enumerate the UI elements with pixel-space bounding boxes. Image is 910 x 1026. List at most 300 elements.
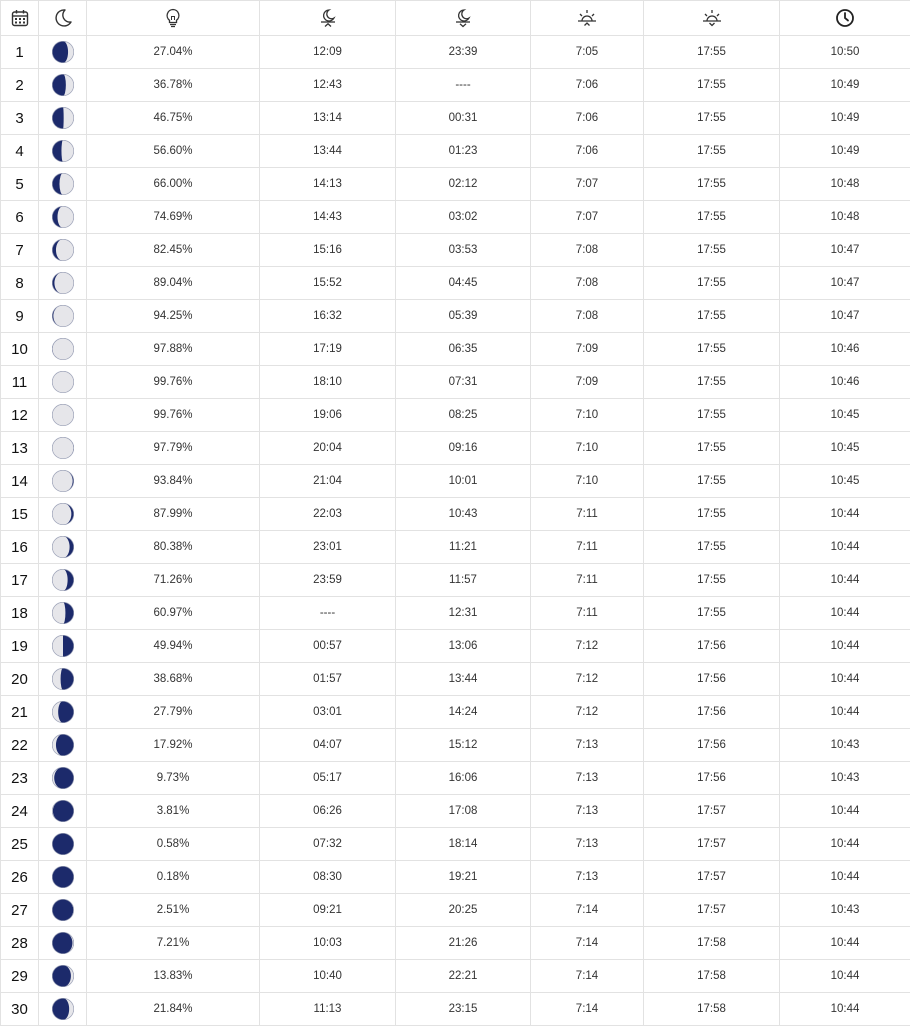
moonrise-cell: 14:43 — [260, 201, 396, 234]
table-row — [1, 861, 910, 894]
sunrise-cell: 7:06 — [531, 69, 644, 102]
moonrise-cell: 23:01 — [260, 531, 396, 564]
moonrise-cell: 00:57 — [260, 630, 396, 663]
moon-phase-cell — [39, 135, 87, 168]
illumination-cell: 21.84% — [87, 993, 260, 1026]
table-row — [1, 630, 910, 663]
moonset-cell: 11:21 — [396, 531, 531, 564]
illumination-cell: 27.04% — [87, 36, 260, 69]
sunrise-cell: 7:14 — [531, 960, 644, 993]
sunset-cell: 17:55 — [644, 597, 780, 630]
header-row — [1, 1, 910, 36]
moonrise-cell: 10:03 — [260, 927, 396, 960]
sunset-cell: 17:55 — [644, 498, 780, 531]
sunset-cell: 17:55 — [644, 399, 780, 432]
moonset-cell: 02:12 — [396, 168, 531, 201]
day-number: 26 — [1, 861, 39, 894]
illumination-cell: 56.60% — [87, 135, 260, 168]
moon-phase-cell — [39, 531, 87, 564]
illumination-cell: 93.84% — [87, 465, 260, 498]
day-length-cell: 10:44 — [780, 795, 910, 828]
moonset-icon — [396, 8, 530, 28]
moon-phase-icon — [51, 700, 75, 724]
moonrise-cell: 11:13 — [260, 993, 396, 1026]
day-length-cell: 10:44 — [780, 531, 910, 564]
moon-phase-cell — [39, 366, 87, 399]
table-row — [1, 498, 910, 531]
moonrise-cell: 15:16 — [260, 234, 396, 267]
sunrise-cell: 7:13 — [531, 828, 644, 861]
moonrise-cell: 21:04 — [260, 465, 396, 498]
moonset-cell: 04:45 — [396, 267, 531, 300]
illumination-cell: 82.45% — [87, 234, 260, 267]
moonrise-cell: 04:07 — [260, 729, 396, 762]
day-number: 22 — [1, 729, 39, 762]
moonrise-cell: 15:52 — [260, 267, 396, 300]
moon-phase-cell — [39, 696, 87, 729]
moonset-cell: 21:26 — [396, 927, 531, 960]
moonset-cell: 10:43 — [396, 498, 531, 531]
sunrise-cell: 7:14 — [531, 927, 644, 960]
lightbulb-icon — [87, 8, 259, 28]
day-number: 10 — [1, 333, 39, 366]
day-length-cell: 10:44 — [780, 564, 910, 597]
day-number: 9 — [1, 300, 39, 333]
day-number: 30 — [1, 993, 39, 1026]
sunset-icon — [644, 9, 779, 27]
moon-phase-icon — [51, 667, 75, 691]
table-row — [1, 432, 910, 465]
sunrise-cell: 7:08 — [531, 300, 644, 333]
sunset-cell: 17:55 — [644, 36, 780, 69]
day-number: 21 — [1, 696, 39, 729]
day-number: 7 — [1, 234, 39, 267]
sunrise-cell: 7:14 — [531, 894, 644, 927]
moonrise-cell: 03:01 — [260, 696, 396, 729]
sunrise-cell: 7:10 — [531, 432, 644, 465]
moonset-cell: 19:21 — [396, 861, 531, 894]
day-length-cell: 10:45 — [780, 465, 910, 498]
sunset-cell: 17:57 — [644, 894, 780, 927]
table-row — [1, 927, 910, 960]
moon-phase-icon — [51, 40, 75, 64]
moonrise-cell: 12:09 — [260, 36, 396, 69]
table-row — [1, 729, 910, 762]
moon-phase-icon — [51, 205, 75, 229]
table-row — [1, 168, 910, 201]
sunrise-cell: 7:13 — [531, 861, 644, 894]
moon-phase-cell — [39, 630, 87, 663]
moonrise-cell: 08:30 — [260, 861, 396, 894]
day-number: 29 — [1, 960, 39, 993]
moonrise-cell: 01:57 — [260, 663, 396, 696]
moon-phase-icon — [39, 8, 86, 28]
table-row — [1, 36, 910, 69]
day-number: 8 — [1, 267, 39, 300]
day-length-cell: 10:47 — [780, 234, 910, 267]
col-illumination — [87, 1, 260, 36]
day-length-cell: 10:44 — [780, 861, 910, 894]
moon-phase-cell — [39, 432, 87, 465]
day-length-cell: 10:43 — [780, 762, 910, 795]
moonset-cell: 16:06 — [396, 762, 531, 795]
clock-icon — [780, 8, 910, 28]
illumination-cell: 0.18% — [87, 861, 260, 894]
sunset-cell: 17:56 — [644, 696, 780, 729]
illumination-cell: 17.92% — [87, 729, 260, 762]
sunset-cell: 17:55 — [644, 465, 780, 498]
day-number: 2 — [1, 69, 39, 102]
calendar-icon — [1, 9, 38, 27]
table-row — [1, 333, 910, 366]
moon-phase-icon — [51, 568, 75, 592]
table-row — [1, 102, 910, 135]
table-row — [1, 960, 910, 993]
illumination-cell: 46.75% — [87, 102, 260, 135]
sunrise-cell: 7:07 — [531, 201, 644, 234]
illumination-cell: 0.58% — [87, 828, 260, 861]
moon-phase-cell — [39, 465, 87, 498]
moon-phase-icon — [51, 799, 75, 823]
day-number: 23 — [1, 762, 39, 795]
moon-phase-icon — [51, 172, 75, 196]
sunset-cell: 17:55 — [644, 102, 780, 135]
moon-phase-icon — [51, 964, 75, 988]
moon-phase-cell — [39, 201, 87, 234]
day-length-cell: 10:48 — [780, 201, 910, 234]
moonrise-cell: 07:32 — [260, 828, 396, 861]
moonset-cell: 17:08 — [396, 795, 531, 828]
table-row — [1, 201, 910, 234]
col-phase — [39, 1, 87, 36]
day-length-cell: 10:47 — [780, 267, 910, 300]
moonrise-cell: 23:59 — [260, 564, 396, 597]
moon-phase-icon — [51, 601, 75, 625]
sunset-cell: 17:58 — [644, 960, 780, 993]
moonrise-icon — [260, 8, 395, 28]
moon-phase-icon — [51, 139, 75, 163]
table-row — [1, 366, 910, 399]
sunset-cell: 17:55 — [644, 267, 780, 300]
day-length-cell: 10:45 — [780, 399, 910, 432]
day-length-cell: 10:49 — [780, 135, 910, 168]
table-row — [1, 564, 910, 597]
sunrise-cell: 7:06 — [531, 102, 644, 135]
day-length-cell: 10:44 — [780, 696, 910, 729]
moonrise-cell: 10:40 — [260, 960, 396, 993]
illumination-cell: 7.21% — [87, 927, 260, 960]
moon-phase-cell — [39, 36, 87, 69]
moonset-cell: 10:01 — [396, 465, 531, 498]
moonrise-cell: 19:06 — [260, 399, 396, 432]
illumination-cell: 71.26% — [87, 564, 260, 597]
sunset-cell: 17:55 — [644, 300, 780, 333]
sunset-cell: 17:56 — [644, 630, 780, 663]
col-moonrise — [260, 1, 396, 36]
illumination-cell: 80.38% — [87, 531, 260, 564]
table-row — [1, 531, 910, 564]
sunset-cell: 17:57 — [644, 828, 780, 861]
moonset-cell: 22:21 — [396, 960, 531, 993]
day-length-cell: 10:43 — [780, 894, 910, 927]
moonset-cell: 11:57 — [396, 564, 531, 597]
sunset-cell: 17:55 — [644, 333, 780, 366]
moon-phase-icon — [51, 469, 75, 493]
day-length-cell: 10:44 — [780, 828, 910, 861]
day-length-cell: 10:50 — [780, 36, 910, 69]
moon-phase-icon — [51, 733, 75, 757]
moonset-cell: 03:02 — [396, 201, 531, 234]
sunrise-cell: 7:11 — [531, 597, 644, 630]
moonset-cell: 08:25 — [396, 399, 531, 432]
sunrise-cell: 7:12 — [531, 663, 644, 696]
sunrise-cell: 7:13 — [531, 795, 644, 828]
moonset-cell: ---- — [396, 69, 531, 102]
sunrise-cell: 7:12 — [531, 630, 644, 663]
col-sunset — [644, 1, 780, 36]
day-length-cell: 10:44 — [780, 927, 910, 960]
table-row — [1, 465, 910, 498]
day-number: 17 — [1, 564, 39, 597]
moonset-cell: 09:16 — [396, 432, 531, 465]
moon-phase-icon — [51, 997, 75, 1021]
illumination-cell: 2.51% — [87, 894, 260, 927]
moon-phase-cell — [39, 960, 87, 993]
sunrise-cell: 7:10 — [531, 399, 644, 432]
day-number: 18 — [1, 597, 39, 630]
moon-phase-icon — [51, 832, 75, 856]
illumination-cell: 3.81% — [87, 795, 260, 828]
illumination-cell: 27.79% — [87, 696, 260, 729]
moonset-cell: 18:14 — [396, 828, 531, 861]
day-length-cell: 10:44 — [780, 663, 910, 696]
col-moonset — [396, 1, 531, 36]
table-row — [1, 234, 910, 267]
day-length-cell: 10:46 — [780, 366, 910, 399]
table-row — [1, 762, 910, 795]
day-number: 11 — [1, 366, 39, 399]
day-number: 3 — [1, 102, 39, 135]
moon-phase-icon — [51, 535, 75, 559]
sunset-cell: 17:55 — [644, 135, 780, 168]
sunset-cell: 17:56 — [644, 762, 780, 795]
moonset-cell: 01:23 — [396, 135, 531, 168]
table-row — [1, 795, 910, 828]
sunrise-cell: 7:07 — [531, 168, 644, 201]
sunset-cell: 17:58 — [644, 927, 780, 960]
sunrise-cell: 7:11 — [531, 531, 644, 564]
moon-phase-cell — [39, 663, 87, 696]
col-day-length — [780, 1, 910, 36]
moonset-cell: 23:15 — [396, 993, 531, 1026]
day-number: 5 — [1, 168, 39, 201]
moonrise-cell: 20:04 — [260, 432, 396, 465]
day-length-cell: 10:44 — [780, 630, 910, 663]
sunrise-cell: 7:14 — [531, 993, 644, 1026]
moon-phase-cell — [39, 168, 87, 201]
moon-phase-cell — [39, 927, 87, 960]
sunset-cell: 17:55 — [644, 201, 780, 234]
table-row — [1, 828, 910, 861]
sunset-cell: 17:58 — [644, 993, 780, 1026]
day-length-cell: 10:44 — [780, 597, 910, 630]
moon-phase-cell — [39, 69, 87, 102]
moon-phase-icon — [51, 931, 75, 955]
day-length-cell: 10:44 — [780, 993, 910, 1026]
sunrise-cell: 7:12 — [531, 696, 644, 729]
moon-phase-cell — [39, 762, 87, 795]
moon-phase-cell — [39, 399, 87, 432]
moon-phase-icon — [51, 502, 75, 526]
day-number: 14 — [1, 465, 39, 498]
moon-phase-cell — [39, 564, 87, 597]
sunset-cell: 17:56 — [644, 663, 780, 696]
table-row — [1, 399, 910, 432]
moon-phase-icon — [51, 106, 75, 130]
moonset-cell: 13:06 — [396, 630, 531, 663]
day-number: 27 — [1, 894, 39, 927]
moon-phase-cell — [39, 300, 87, 333]
moonrise-cell: 13:44 — [260, 135, 396, 168]
day-length-cell: 10:44 — [780, 498, 910, 531]
sunrise-cell: 7:11 — [531, 498, 644, 531]
day-length-cell: 10:45 — [780, 432, 910, 465]
illumination-cell: 9.73% — [87, 762, 260, 795]
day-number: 16 — [1, 531, 39, 564]
sunrise-cell: 7:11 — [531, 564, 644, 597]
day-length-cell: 10:49 — [780, 69, 910, 102]
illumination-cell: 94.25% — [87, 300, 260, 333]
table-row — [1, 267, 910, 300]
sunrise-cell: 7:06 — [531, 135, 644, 168]
col-sunrise — [531, 1, 644, 36]
moon-phase-cell — [39, 795, 87, 828]
moonrise-cell: 22:03 — [260, 498, 396, 531]
moonrise-cell: 13:14 — [260, 102, 396, 135]
illumination-cell: 13.83% — [87, 960, 260, 993]
day-number: 15 — [1, 498, 39, 531]
moon-phase-cell — [39, 894, 87, 927]
illumination-cell: 74.69% — [87, 201, 260, 234]
sunrise-cell: 7:10 — [531, 465, 644, 498]
illumination-cell: 89.04% — [87, 267, 260, 300]
sunset-cell: 17:55 — [644, 564, 780, 597]
moonset-cell: 15:12 — [396, 729, 531, 762]
day-length-cell: 10:48 — [780, 168, 910, 201]
sunrise-cell: 7:08 — [531, 267, 644, 300]
moonset-cell: 03:53 — [396, 234, 531, 267]
moon-phase-icon — [51, 370, 75, 394]
sunset-cell: 17:55 — [644, 531, 780, 564]
sunset-cell: 17:57 — [644, 861, 780, 894]
moon-phase-icon — [51, 766, 75, 790]
moon-phase-icon — [51, 271, 75, 295]
moonset-cell: 14:24 — [396, 696, 531, 729]
moon-phase-cell — [39, 267, 87, 300]
table-row — [1, 597, 910, 630]
sunset-cell: 17:55 — [644, 69, 780, 102]
table-row — [1, 894, 910, 927]
sunrise-cell: 7:09 — [531, 366, 644, 399]
sunset-cell: 17:55 — [644, 432, 780, 465]
moonset-cell: 13:44 — [396, 663, 531, 696]
moonset-cell: 05:39 — [396, 300, 531, 333]
moon-phase-icon — [51, 304, 75, 328]
moon-phase-icon — [51, 403, 75, 427]
illumination-cell: 97.79% — [87, 432, 260, 465]
moon-phase-cell — [39, 102, 87, 135]
sunrise-cell: 7:05 — [531, 36, 644, 69]
sunset-cell: 17:57 — [644, 795, 780, 828]
moon-phase-cell — [39, 597, 87, 630]
table-row — [1, 300, 910, 333]
day-number: 13 — [1, 432, 39, 465]
day-length-cell: 10:43 — [780, 729, 910, 762]
illumination-cell: 60.97% — [87, 597, 260, 630]
illumination-cell: 36.78% — [87, 69, 260, 102]
moon-phase-icon — [51, 898, 75, 922]
col-day — [1, 1, 39, 36]
day-number: 6 — [1, 201, 39, 234]
sunrise-cell: 7:09 — [531, 333, 644, 366]
table-row — [1, 135, 910, 168]
moonset-cell: 12:31 — [396, 597, 531, 630]
moonset-cell: 23:39 — [396, 36, 531, 69]
moon-phase-cell — [39, 729, 87, 762]
illumination-cell: 99.76% — [87, 399, 260, 432]
illumination-cell: 38.68% — [87, 663, 260, 696]
moonrise-cell: 16:32 — [260, 300, 396, 333]
day-number: 1 — [1, 36, 39, 69]
moonrise-cell: 05:17 — [260, 762, 396, 795]
moon-phase-icon — [51, 337, 75, 361]
day-number: 25 — [1, 828, 39, 861]
illumination-cell: 87.99% — [87, 498, 260, 531]
moonrise-cell: 18:10 — [260, 366, 396, 399]
table-row — [1, 69, 910, 102]
sunset-cell: 17:56 — [644, 729, 780, 762]
moonrise-cell: 06:26 — [260, 795, 396, 828]
day-number: 24 — [1, 795, 39, 828]
table-row — [1, 993, 910, 1026]
moonrise-cell: 14:13 — [260, 168, 396, 201]
moon-phase-icon — [51, 238, 75, 262]
sunrise-cell: 7:13 — [531, 729, 644, 762]
moonset-cell: 20:25 — [396, 894, 531, 927]
moon-phase-icon — [51, 865, 75, 889]
day-number: 19 — [1, 630, 39, 663]
day-length-cell: 10:49 — [780, 102, 910, 135]
moon-phase-cell — [39, 333, 87, 366]
sunset-cell: 17:55 — [644, 168, 780, 201]
moon-phase-cell — [39, 498, 87, 531]
day-number: 28 — [1, 927, 39, 960]
moonrise-cell: ---- — [260, 597, 396, 630]
moonrise-cell: 17:19 — [260, 333, 396, 366]
sunset-cell: 17:55 — [644, 366, 780, 399]
moon-phase-cell — [39, 861, 87, 894]
moon-phase-icon — [51, 436, 75, 460]
moon-phase-cell — [39, 234, 87, 267]
sunrise-cell: 7:08 — [531, 234, 644, 267]
moonset-cell: 06:35 — [396, 333, 531, 366]
sunset-cell: 17:55 — [644, 234, 780, 267]
moon-phase-cell — [39, 828, 87, 861]
illumination-cell: 99.76% — [87, 366, 260, 399]
illumination-cell: 49.94% — [87, 630, 260, 663]
illumination-cell: 66.00% — [87, 168, 260, 201]
day-length-cell: 10:44 — [780, 960, 910, 993]
